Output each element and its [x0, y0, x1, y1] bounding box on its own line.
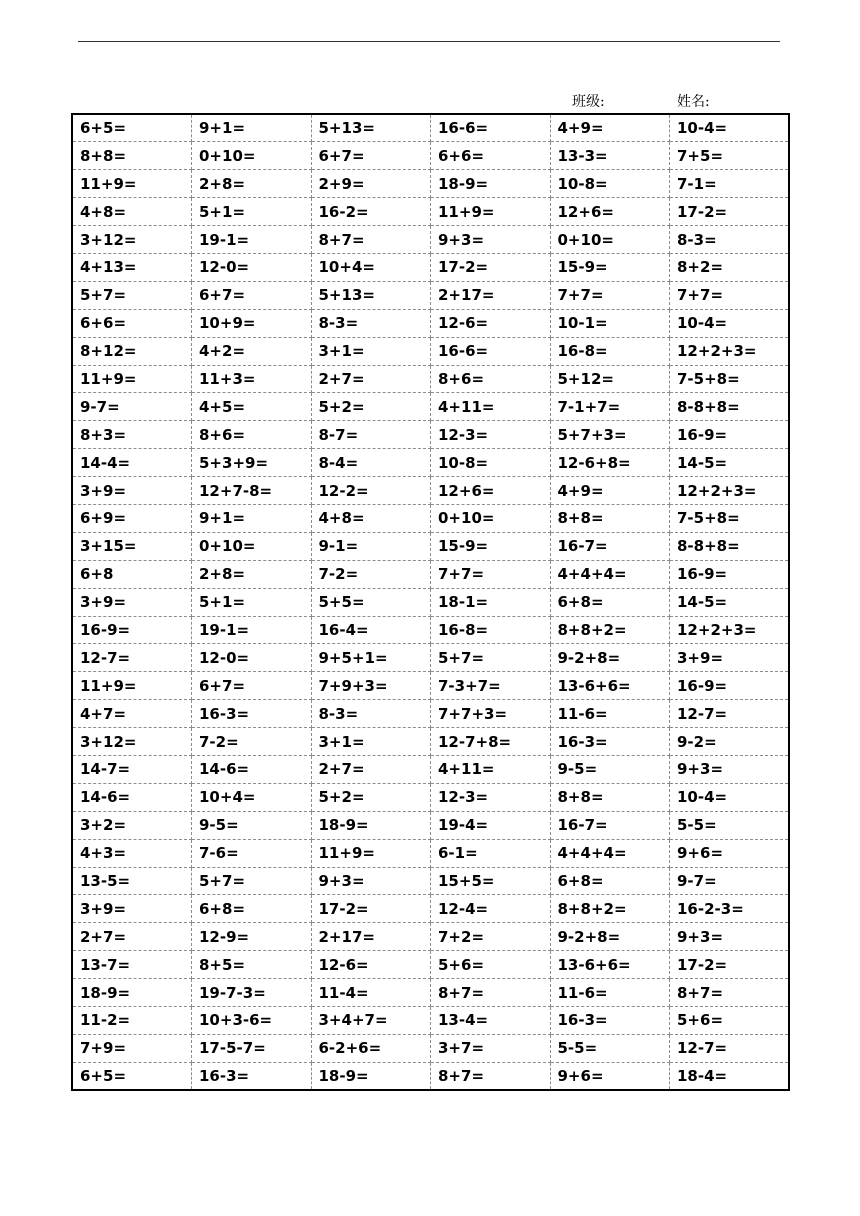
- problem-cell: 4+2=: [192, 337, 312, 365]
- problem-cell: 10-8=: [431, 449, 551, 477]
- problem-cell: 10-1=: [550, 309, 670, 337]
- problem-cell: 12-2=: [311, 477, 431, 505]
- name-label: 姓名:: [677, 94, 710, 110]
- problem-cell: 16-9=: [670, 560, 790, 588]
- problem-cell: 13-6+6=: [550, 672, 670, 700]
- problem-cell: 8+8+2=: [550, 895, 670, 923]
- worksheet-row: [72, 811, 789, 839]
- problem-cell: 7+5=: [670, 142, 790, 170]
- problem-cell: 12+2+3=: [670, 337, 790, 365]
- problem-cell: 8+8+2=: [550, 616, 670, 644]
- problem-cell: 3+4+7=: [311, 1007, 431, 1035]
- problem-cell: 16-9=: [670, 421, 790, 449]
- problem-cell: 9-2=: [670, 728, 790, 756]
- problem-cell: 4+13=: [72, 253, 192, 281]
- problem-cell: 6+6=: [72, 309, 192, 337]
- problem-cell: 13-7=: [72, 951, 192, 979]
- problem-cell: 8+3=: [72, 421, 192, 449]
- problem-cell: 3+9=: [72, 477, 192, 505]
- worksheet-row: [72, 728, 789, 756]
- problem-cell: 12-7=: [72, 644, 192, 672]
- problem-cell: 9+3=: [670, 923, 790, 951]
- problem-cell: 8+8=: [72, 142, 192, 170]
- problem-cell: 4+4+4=: [550, 839, 670, 867]
- problem-cell: 7+7=: [550, 281, 670, 309]
- problem-cell: 6+7=: [192, 281, 312, 309]
- problem-cell: 2+9=: [311, 170, 431, 198]
- problem-cell: 7-2=: [192, 728, 312, 756]
- problem-cell: 5-5=: [550, 1034, 670, 1062]
- problem-cell: 12+7-8=: [192, 477, 312, 505]
- worksheet-row: [72, 253, 789, 281]
- problem-cell: 15+5=: [431, 867, 551, 895]
- worksheet-row: [72, 1034, 789, 1062]
- problem-cell: 16-3=: [192, 1062, 312, 1090]
- arithmetic-worksheet-table: [71, 113, 790, 1091]
- problem-cell: 9-2+8=: [550, 923, 670, 951]
- worksheet-row: [72, 281, 789, 309]
- problem-cell: 14-6=: [192, 755, 312, 783]
- problem-cell: 10+4=: [192, 783, 312, 811]
- problem-cell: 5+7=: [72, 281, 192, 309]
- problem-cell: 4+8=: [311, 504, 431, 532]
- problem-cell: 8-3=: [670, 226, 790, 254]
- problem-cell: 13-6+6=: [550, 951, 670, 979]
- problem-cell: 11+9=: [72, 365, 192, 393]
- problem-cell: 12-4=: [431, 895, 551, 923]
- problem-cell: 4+9=: [550, 477, 670, 505]
- problem-cell: 2+7=: [311, 755, 431, 783]
- problem-cell: 19-7-3=: [192, 979, 312, 1007]
- problem-cell: 6-2+6=: [311, 1034, 431, 1062]
- problem-cell: 3+15=: [72, 532, 192, 560]
- problem-cell: 19-1=: [192, 226, 312, 254]
- problem-cell: 7+2=: [431, 923, 551, 951]
- problem-cell: 12-7=: [670, 1034, 790, 1062]
- problem-cell: 4+4+4=: [550, 560, 670, 588]
- problem-cell: 4+8=: [72, 198, 192, 226]
- problem-cell: 9+3=: [311, 867, 431, 895]
- problem-cell: 12-6=: [431, 309, 551, 337]
- problem-cell: 8+7=: [311, 226, 431, 254]
- problem-cell: 8-4=: [311, 449, 431, 477]
- worksheet-row: [72, 504, 789, 532]
- problem-cell: 12-7+8=: [431, 728, 551, 756]
- problem-cell: 12-7=: [670, 700, 790, 728]
- problem-cell: 5+1=: [192, 588, 312, 616]
- worksheet-row: [72, 644, 789, 672]
- problem-cell: 14-6=: [72, 783, 192, 811]
- problem-cell: 5+2=: [311, 393, 431, 421]
- worksheet-row: [72, 226, 789, 254]
- problem-cell: 8-7=: [311, 421, 431, 449]
- problem-cell: 10-4=: [670, 114, 790, 142]
- problem-cell: 8-3=: [311, 309, 431, 337]
- problem-cell: 16-9=: [72, 616, 192, 644]
- problem-cell: 5+1=: [192, 198, 312, 226]
- problem-cell: 12+6=: [550, 198, 670, 226]
- problem-cell: 5+6=: [670, 1007, 790, 1035]
- problem-cell: 3+9=: [72, 588, 192, 616]
- problem-cell: 12+2+3=: [670, 477, 790, 505]
- problem-cell: 17-2=: [311, 895, 431, 923]
- problem-cell: 3+7=: [431, 1034, 551, 1062]
- problem-cell: 5+7=: [431, 644, 551, 672]
- problem-cell: 10+3-6=: [192, 1007, 312, 1035]
- worksheet-row: [72, 672, 789, 700]
- problem-cell: 11-6=: [550, 979, 670, 1007]
- worksheet-row: [72, 170, 789, 198]
- problem-cell: 8+6=: [192, 421, 312, 449]
- problem-cell: 10-8=: [550, 170, 670, 198]
- problem-cell: 5+5=: [311, 588, 431, 616]
- problem-cell: 5+7+3=: [550, 421, 670, 449]
- problem-cell: 8+2=: [670, 253, 790, 281]
- problem-cell: 18-9=: [311, 1062, 431, 1090]
- problem-cell: 2+17=: [311, 923, 431, 951]
- problem-cell: 19-4=: [431, 811, 551, 839]
- problem-cell: 14-5=: [670, 449, 790, 477]
- problem-cell: 16-9=: [670, 672, 790, 700]
- problem-cell: 7-1+7=: [550, 393, 670, 421]
- worksheet-row: [72, 979, 789, 1007]
- problem-cell: 9+5+1=: [311, 644, 431, 672]
- problem-cell: 13-3=: [550, 142, 670, 170]
- problem-cell: 2+7=: [311, 365, 431, 393]
- worksheet-row: [72, 449, 789, 477]
- worksheet-row: [72, 616, 789, 644]
- problem-cell: 16-4=: [311, 616, 431, 644]
- worksheet-row: [72, 783, 789, 811]
- worksheet-row: [72, 393, 789, 421]
- worksheet-row: [72, 867, 789, 895]
- problem-cell: 7-5+8=: [670, 504, 790, 532]
- problem-cell: 3+9=: [670, 644, 790, 672]
- problem-cell: 16-8=: [431, 616, 551, 644]
- problem-cell: 3+12=: [72, 226, 192, 254]
- problem-cell: 16-3=: [550, 1007, 670, 1035]
- problem-cell: 4+9=: [550, 114, 670, 142]
- problem-cell: 19-1=: [192, 616, 312, 644]
- problem-cell: 9-5=: [192, 811, 312, 839]
- problem-cell: 6+7=: [192, 672, 312, 700]
- problem-cell: 16-2-3=: [670, 895, 790, 923]
- problem-cell: 5-5=: [670, 811, 790, 839]
- problem-cell: 15-9=: [431, 532, 551, 560]
- worksheet-row: [72, 951, 789, 979]
- problem-cell: 12-3=: [431, 421, 551, 449]
- worksheet-row: [72, 114, 789, 142]
- worksheet-row: [72, 839, 789, 867]
- problem-cell: 10-4=: [670, 309, 790, 337]
- problem-cell: 11+3=: [192, 365, 312, 393]
- problem-cell: 5+13=: [311, 281, 431, 309]
- problem-cell: 16-6=: [431, 114, 551, 142]
- problem-cell: 9-7=: [670, 867, 790, 895]
- problem-cell: 5+12=: [550, 365, 670, 393]
- problem-cell: 12-9=: [192, 923, 312, 951]
- worksheet-row: [72, 421, 789, 449]
- worksheet-row: [72, 1007, 789, 1035]
- problem-cell: 2+7=: [72, 923, 192, 951]
- problem-cell: 7+9=: [72, 1034, 192, 1062]
- problem-cell: 18-9=: [72, 979, 192, 1007]
- problem-cell: 5+3+9=: [192, 449, 312, 477]
- problem-cell: 5+7=: [192, 867, 312, 895]
- problem-cell: 12-6=: [311, 951, 431, 979]
- problem-cell: 7+9+3=: [311, 672, 431, 700]
- problem-cell: 8+6=: [431, 365, 551, 393]
- problem-cell: 11+9=: [72, 672, 192, 700]
- worksheet-row: [72, 700, 789, 728]
- problem-cell: 18-1=: [431, 588, 551, 616]
- worksheet-row: [72, 560, 789, 588]
- worksheet-row: [72, 895, 789, 923]
- worksheet-row: [72, 142, 789, 170]
- worksheet-row: [72, 532, 789, 560]
- problem-cell: 11+9=: [431, 198, 551, 226]
- problem-cell: 9-7=: [72, 393, 192, 421]
- problem-cell: 5+2=: [311, 783, 431, 811]
- problem-cell: 6+8=: [550, 867, 670, 895]
- problem-cell: 4+7=: [72, 700, 192, 728]
- problem-cell: 7-6=: [192, 839, 312, 867]
- problem-cell: 16-2=: [311, 198, 431, 226]
- problem-cell: 12+2+3=: [670, 616, 790, 644]
- problem-cell: 3+9=: [72, 895, 192, 923]
- problem-cell: 11-6=: [550, 700, 670, 728]
- problem-cell: 11-2=: [72, 1007, 192, 1035]
- problem-cell: 17-2=: [431, 253, 551, 281]
- problem-cell: 4+5=: [192, 393, 312, 421]
- problem-cell: 4+11=: [431, 393, 551, 421]
- problem-cell: 14-4=: [72, 449, 192, 477]
- problem-cell: 2+8=: [192, 560, 312, 588]
- problem-cell: 6+6=: [431, 142, 551, 170]
- problem-cell: 7-2=: [311, 560, 431, 588]
- problem-cell: 16-3=: [550, 728, 670, 756]
- problem-cell: 18-9=: [311, 811, 431, 839]
- problem-cell: 8-8+8=: [670, 393, 790, 421]
- problem-cell: 7-3+7=: [431, 672, 551, 700]
- problem-cell: 0+10=: [192, 532, 312, 560]
- problem-cell: 6+8=: [192, 895, 312, 923]
- problem-cell: 7+7=: [670, 281, 790, 309]
- problem-cell: 7+7=: [431, 560, 551, 588]
- problem-cell: 11-4=: [311, 979, 431, 1007]
- worksheet-row: [72, 477, 789, 505]
- problem-cell: 13-4=: [431, 1007, 551, 1035]
- problem-cell: 8+8=: [550, 504, 670, 532]
- problem-cell: 15-9=: [550, 253, 670, 281]
- problem-cell: 18-4=: [677, 1066, 728, 1085]
- problem-cell: 8+7=: [431, 1062, 551, 1090]
- problem-cell: 6+5=: [72, 114, 192, 142]
- problem-cell: 9-2+8=: [550, 644, 670, 672]
- problem-cell: 0+10=: [431, 504, 551, 532]
- problem-cell: 7-1=: [670, 170, 790, 198]
- problem-cell: 8+7=: [431, 979, 551, 1007]
- problem-cell: 18-9=: [431, 170, 551, 198]
- problem-cell: 6+7=: [311, 142, 431, 170]
- problem-cell: 8-3=: [311, 700, 431, 728]
- problem-cell: 4+3=: [72, 839, 192, 867]
- problem-cell: 12-3=: [431, 783, 551, 811]
- problem-cell: 9+3=: [670, 755, 790, 783]
- problem-cell: 17-2=: [670, 951, 790, 979]
- problem-cell: 13-5=: [72, 867, 192, 895]
- problem-cell: 12-0=: [192, 644, 312, 672]
- problem-cell: 5+13=: [311, 114, 431, 142]
- problem-cell: 9+1=: [192, 114, 312, 142]
- problem-cell: 11+9=: [72, 170, 192, 198]
- worksheet-row: [72, 755, 789, 783]
- header-rule: [78, 41, 780, 42]
- problem-cell: 16-7=: [550, 811, 670, 839]
- problem-cell: 12+6=: [431, 477, 551, 505]
- problem-cell: 16-8=: [550, 337, 670, 365]
- problem-cell: 11+9=: [311, 839, 431, 867]
- problem-cell: 8+12=: [72, 337, 192, 365]
- problem-cell: 6+9=: [72, 504, 192, 532]
- problem-cell: 3+1=: [311, 728, 431, 756]
- worksheet-row: [72, 309, 789, 337]
- problem-cell: 2+17=: [431, 281, 551, 309]
- problem-cell: 12-0=: [192, 253, 312, 281]
- problem-cell: 2+8=: [192, 170, 312, 198]
- problem-cell: 14-5=: [670, 588, 790, 616]
- problem-cell: 5+6=: [431, 951, 551, 979]
- problem-cell: 9+6=: [550, 1062, 670, 1090]
- problem-cell: 8+5=: [192, 951, 312, 979]
- student-info: [0, 91, 860, 111]
- problem-cell: 10+9=: [192, 309, 312, 337]
- problem-cell: 4+11=: [431, 755, 551, 783]
- problem-cell: 9+6=: [670, 839, 790, 867]
- worksheet-row: [72, 337, 789, 365]
- class-label: 班级:: [572, 94, 605, 110]
- problem-cell: 3+12=: [72, 728, 192, 756]
- worksheet-row: [72, 923, 789, 951]
- problem-cell: 7+7+3=: [431, 700, 551, 728]
- problem-cell: 3+2=: [72, 811, 192, 839]
- problem-cell: 0+10=: [192, 142, 312, 170]
- problem-cell: 16-7=: [550, 532, 670, 560]
- problem-cell: 8+8=: [550, 783, 670, 811]
- problem-cell: 9-5=: [550, 755, 670, 783]
- problem-cell: 6+8: [72, 560, 192, 588]
- problem-cell: 6+5=: [72, 1062, 192, 1090]
- problem-cell: 6-1=: [431, 839, 551, 867]
- worksheet-row: [72, 365, 789, 393]
- problem-cell: 17-5-7=: [192, 1034, 312, 1062]
- worksheet-row: [72, 198, 789, 226]
- problem-cell: 9-1=: [311, 532, 431, 560]
- problem-cell: 0+10=: [550, 226, 670, 254]
- problem-cell: 14-7=: [72, 755, 192, 783]
- problem-cell: 7-5+8=: [670, 365, 790, 393]
- problem-cell: 16-6=: [431, 337, 551, 365]
- problem-cell: 16-3=: [192, 700, 312, 728]
- problem-cell: 17-2=: [670, 198, 790, 226]
- problem-cell: 9+3=: [431, 226, 551, 254]
- problem-cell: 10-4=: [670, 783, 790, 811]
- problem-cell: 12-6+8=: [550, 449, 670, 477]
- problem-cell: 10+4=: [311, 253, 431, 281]
- worksheet-row: [72, 1062, 789, 1090]
- worksheet-row: [72, 588, 789, 616]
- problem-cell: 8-8+8=: [670, 532, 790, 560]
- problem-cell: 8+7=: [670, 979, 790, 1007]
- problem-cell: 3+1=: [311, 337, 431, 365]
- problem-cell: 6+8=: [550, 588, 670, 616]
- problem-cell: 9+1=: [192, 504, 312, 532]
